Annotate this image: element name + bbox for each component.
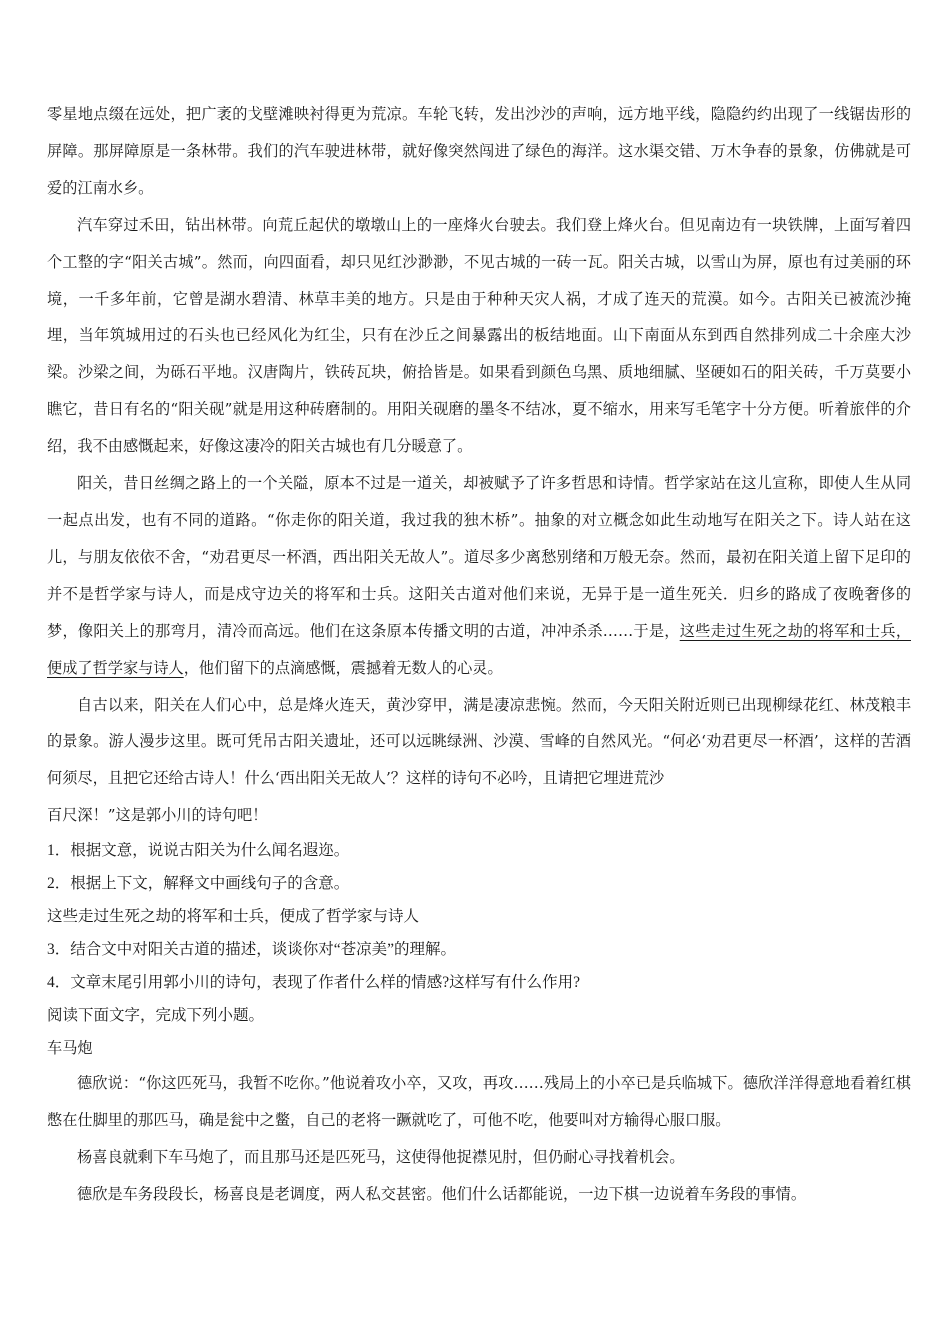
paragraph-3-text-after: ，他们留下的点滴感慨，震撼着无数人的心灵。	[183, 658, 503, 677]
question-text: 这些走过生死之劫的将军和士兵，便成了哲学家与诗人	[47, 908, 420, 926]
passage-paragraph-4-tail: 百尺深！”这是郭小川的诗句吧！	[47, 806, 268, 825]
question-4	[47, 966, 911, 999]
question-text: 根据上下文，解释文中画线句子的含意。	[70, 875, 350, 893]
paragraph-3-text-before: 阳关，昔日丝绸之路上的一个关隘，原本不过是一道关，却被赋予了许多哲思和诗情。哲学家站在这儿宣称，即使人生从同一起点出发，也有不同的道路。“你走你的阳关道，我过我的独木桥”。抽象的对立概念如此生动地写在阳关之下。诗人站在这儿，与朋友依依不舍，“劝君更尽一杯酒，西出阳关无故人”。道尽多少离愁别绪和万般无奈。然而，最初在阳关道上留下足印的并不是哲学家与诗人，而是戍守边关的将军和士兵。这阳关古道对他们来说，无异于是一道生死关．归乡的路成了夜晚奢侈的梦，像阳关上的那弯月，清冷而高远。他们在这条原本传播文明的古道，冲冲杀杀……于是，	[47, 474, 911, 640]
question-number: 3．	[47, 941, 71, 959]
question-text: 结合文中对阳关古道的描述，谈谈你对“苍凉美”的理解。	[70, 941, 457, 959]
passage-paragraph-4: 自古以来，阳关在人们心中，总是烽火连天，黄沙穿甲，满是凄凉悲惋。然而，今天阳关附近则已出现柳绿花红、林茂粮丰的景象。游人漫步这里。既可凭吊古阳关遗址，还可以远眺绿洲、沙漠、雪峰的自然风光。“何必‘劝君更尽一杯酒’，这样的苦酒何须尽，且把它还给古诗人！什么‘西出阳关无故人’？这样的诗句不必吟，且请把它埋进荒沙	[47, 695, 911, 788]
question-text: 根据文意，说说古阳关为什么闻名遐迩。	[70, 842, 350, 860]
question-number: 2．	[47, 875, 71, 893]
question-3	[47, 933, 911, 966]
question-number: 1．	[47, 842, 71, 860]
story-paragraph-2: 杨喜良就剩下车马炮了，而且那马还是匹死马，这使得他捉襟见肘，但仍耐心寻找着机会。	[77, 1147, 685, 1166]
question-2-quoted-sentence	[47, 900, 911, 933]
question-text: 文章末尾引用郭小川的诗句，表现了作者什么样的情感?这样写有什么作用?	[70, 974, 581, 992]
document-body	[47, 96, 911, 1213]
passage-paragraph-3	[47, 465, 911, 686]
story-paragraph-1: 德欣说：“你这匹死马，我暂不吃你。”他说着攻小卒，又攻，再攻……残局上的小卒已是兵临城下。德欣洋洋得意地看着红棋憋在仕脚里的那匹马，确是瓮中之鳖，自己的老将一蹶就吃了，可他不吃，他要叫对方输得心服口服。	[47, 1074, 911, 1130]
question-number: 4．	[47, 974, 71, 992]
question-2	[47, 867, 911, 900]
story-paragraph-3: 德欣是车务段段长，杨喜良是老调度，两人私交甚密。他们什么话都能说，一边下棋一边说着车务段的事情。	[77, 1184, 806, 1203]
section-instruction: 阅读下面文字，完成下列小题。	[47, 1007, 265, 1025]
underlined-sentence: 这些走过生死之劫的将军和士兵，便成了哲学家与诗人	[47, 621, 911, 677]
question-1	[47, 834, 911, 867]
passage-paragraph-2: 汽车穿过禾田，钻出林带。向荒丘起伏的墩墩山上的一座烽火台驶去。我们登上烽火台。但见南边有一块铁牌，上面写着四个工整的字“阳关古城”。然而，向四面看，却只见红沙渺渺，不见古城的一砖一瓦。阳关古城，以雪山为屏，原也有过美丽的环境，一千多年前，它曾是湖水碧清、林草丰美的地方。只是由于种种天灾人祸，才成了连天的荒漠。如今。古阳关已被流沙掩埋，当年筑城用过的石头也已经风化为红尘，只有在沙丘之间暴露出的板结地面。山下南面从东到西自然排列成二十余座大沙梁。沙梁之间，为砾石平地。汉唐陶片，铁砖瓦块，俯拾皆是。如果看到颜色乌黑、质地细腻、坚硬如石的阳关砖，千万莫要小瞧它，昔日有名的“阳关砚”就是用这种砖磨制的。用阳关砚磨的墨冬不结冰，夏不缩水，用来写毛笔字十分方便。听着旅伴的介绍，我不由感慨起来，好像这凄冷的阳关古城也有几分暖意了。	[47, 215, 911, 456]
passage-paragraph-1: 零星地点缀在远处，把广袤的戈壁滩映衬得更为荒凉。车轮飞转，发出沙沙的声响，远方地平线，隐隐约约出现了一线锯齿形的屏障。那屏障原是一条林带。我们的汽车驶进林带，就好像突然闯进了绿色的海洋。这水渠交错、万木争春的景象，仿佛就是可爱的江南水乡。	[47, 105, 911, 197]
story-title: 车马炮	[47, 1039, 93, 1058]
